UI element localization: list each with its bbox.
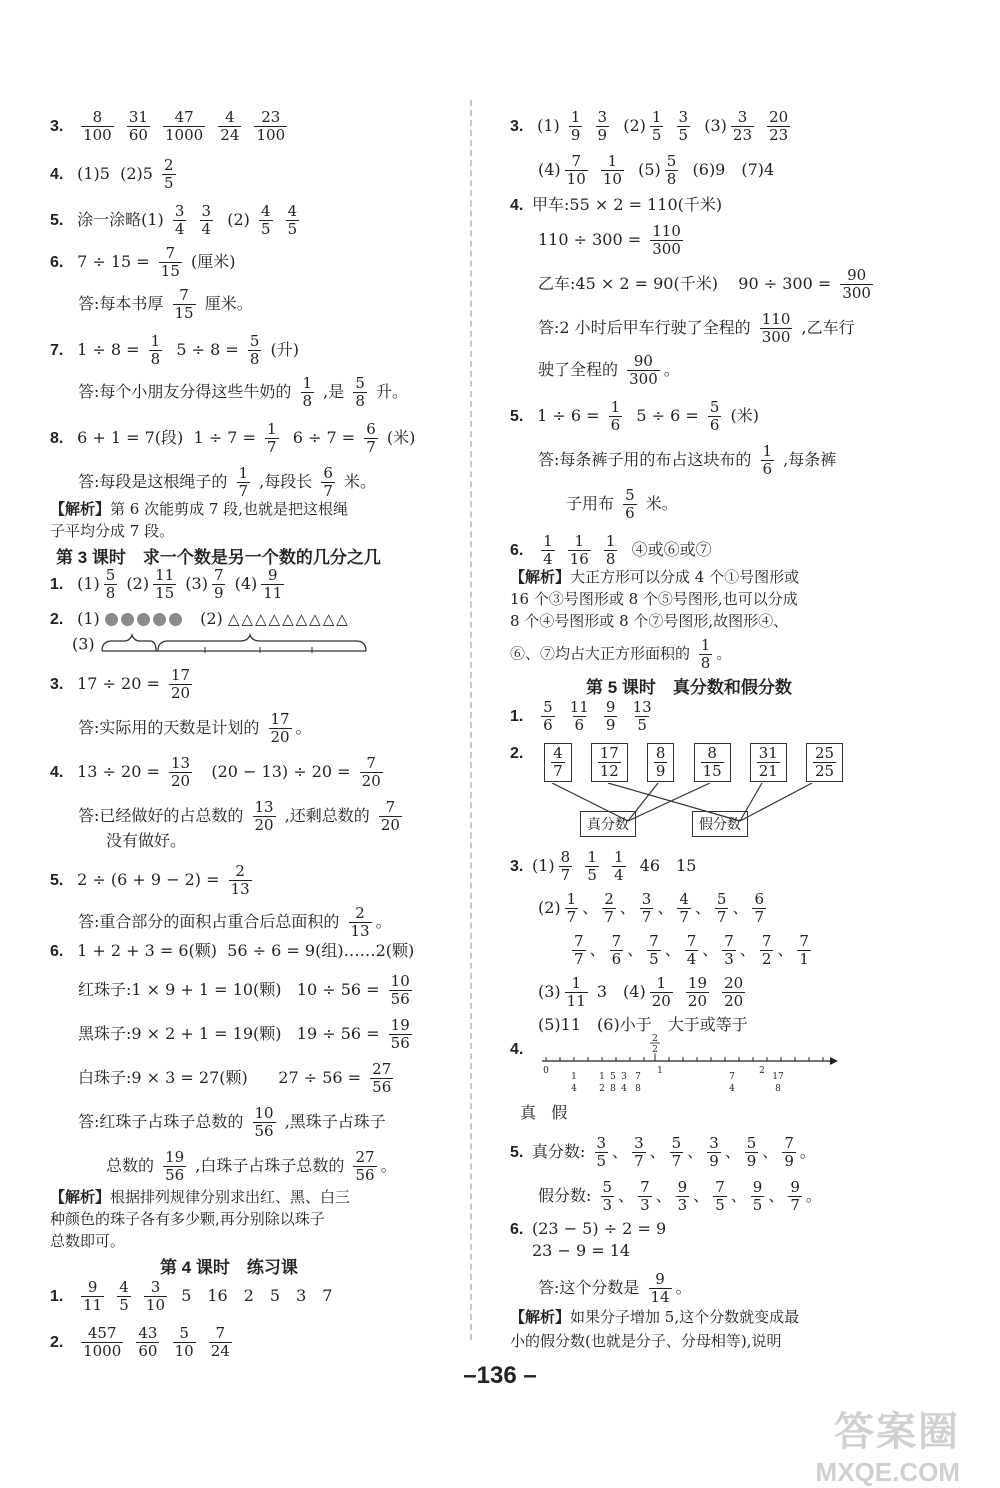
watermark-logo: 答案圈 MXQE.COM	[815, 1410, 960, 1487]
fraction: $\frac{110}{300}$	[652, 222, 681, 258]
fraction: $\frac{13}{20}$	[170, 754, 191, 790]
fraction: $\frac{27}{56}$	[372, 1060, 392, 1096]
fraction: $\frac{5}{9}$	[746, 1134, 757, 1170]
s3-q5: 5. 2 ÷ (6 + 9 − 2) = $\frac{2}{13}$	[50, 862, 250, 898]
s3-q3: 3. 17 ÷ 20 = $\frac{17}{20}$	[50, 666, 191, 702]
s5-q6: 6. (23 − 5) ÷ 2 = 9	[510, 1219, 667, 1238]
fraction: $\frac{5}{8}$	[355, 374, 365, 410]
svg-text:1: 1	[571, 1072, 577, 1082]
fraction: $\frac{10}{56}$	[390, 972, 410, 1008]
grey-circle-icon	[105, 609, 185, 628]
s3-q6-red: 红珠子:1 × 9 + 1 = 10(颗) 10 ÷ 56 = $\frac{10}{56}$	[78, 972, 410, 1008]
fraction: $\frac{3}{7}$	[641, 890, 652, 926]
fraction: $\frac{20}{23}$	[769, 108, 789, 144]
true-fraction-label: 真分数	[580, 811, 636, 837]
fraction: $\frac{2}{5}$	[164, 156, 174, 192]
analysis-1: 【解析】第 6 次能剪成 7 段,也就是把这根绳	[50, 500, 348, 518]
section-3-title: 第 3 课时 求一个数是另一个数的几分之几	[56, 548, 381, 567]
s3-q4-answer: 答:已经做好的占总数的 $\frac{13}{20}$ ,还剩总数的 $\frac{7}{20}$	[78, 798, 400, 834]
fraction: $\frac{7}{5}$	[649, 932, 659, 968]
fraction: $\frac{6}{7}$	[754, 890, 765, 926]
fraction: $\frac{4}{7}$	[553, 744, 563, 780]
svg-text:8: 8	[635, 1084, 641, 1094]
fraction: $\frac{1}{10}$	[602, 152, 622, 188]
fraction: $\frac{6}{7}$	[323, 464, 333, 500]
left-q6: 6. 7 ÷ 15 = $\frac{7}{15}$ (厘米)	[50, 244, 236, 280]
s5-q4-labels: 真 假	[520, 1103, 568, 1122]
fraction: $\frac{1}{11}$	[566, 974, 586, 1010]
s3-q4: 4. 13 ÷ 20 = $\frac{13}{20}$ (20 − 13) ÷ 20 = $\frac{7}{20}$	[50, 754, 381, 790]
analysis-1-line2: 子平均分成 7 段。	[50, 522, 175, 540]
fraction: $\frac{19}{56}$	[390, 1016, 410, 1052]
section-5-title: 第 5 课时 真分数和假分数	[586, 678, 792, 697]
fraction: $\frac{4}{5}$	[287, 202, 298, 238]
right-q4-line3: 乙车:45 × 2 = 90(千米) 90 ÷ 300 = $\frac{90}{300}$	[538, 266, 871, 302]
fraction: $\frac{1}{7}$	[266, 420, 277, 456]
number-line-diagram	[540, 1031, 840, 1105]
fraction: $\frac{17}{20}$	[270, 710, 290, 746]
fraction: $\frac{19}{20}$	[687, 974, 707, 1010]
svg-text:3: 3	[621, 1072, 627, 1082]
left-q8-answer: 答:每段是这根绳子的 $\frac{1}{7}$ ,每段长 $\frac{6}{7}$ 米。	[78, 464, 376, 500]
fraction: $\frac{43}{60}$	[138, 1324, 158, 1360]
left-q8: 8. 6 + 1 = 7(段) 1 ÷ 7 = $\frac{1}{7}$ 6 ÷ 7 = $\frac{6}{7}$ (米)	[50, 420, 416, 456]
s3-q4-answer-line2: 没有做好。	[106, 831, 187, 850]
svg-text:17: 17	[772, 1072, 784, 1082]
fraction: $\frac{17}{12}$	[599, 744, 619, 780]
analysis-4-line2: 小的假分数(也就是分子、分母相等),说明	[510, 1332, 782, 1350]
fraction: $\frac{31}{60}$	[128, 108, 148, 144]
fraction: $\frac{3}{9}$	[709, 1134, 719, 1170]
fraction: $\frac{1}{4}$	[613, 848, 624, 884]
fraction: $\frac{8}{15}$	[702, 744, 722, 780]
fraction: $\frac{5}{8}$	[249, 332, 260, 368]
fraction: $\frac{1}{7}$	[238, 464, 249, 500]
fraction: $\frac{1}{5}$	[651, 108, 662, 144]
section-4-title: 第 4 课时 练习课	[160, 1258, 298, 1277]
s5-q1: 1. $\frac{5}{6}$ $\frac{11}{6}$ $\frac{9}{9}$ $\frac{13}{5}$	[510, 698, 652, 734]
svg-text:7: 7	[635, 1072, 641, 1082]
fraction: $\frac{4}{7}$	[679, 890, 689, 926]
right-q3-line2: (4) $\frac{7}{10}$ $\frac{1}{10}$ (5) $\frac{5}{8}$ (6)9 (7)4	[538, 152, 775, 188]
fraction: $\frac{25}{25}$	[814, 744, 835, 780]
svg-text:0: 0	[543, 1066, 549, 1076]
left-q3: 3. $\frac{8}{100}$ $\frac{31}{60}$ $\frac{47}{1000}$ $\frac{4}{24}$ $\frac{23}{100}$	[50, 108, 286, 144]
svg-text:2: 2	[759, 1066, 765, 1076]
s4-q1: 1. $\frac{9}{11}$ $\frac{4}{5}$ $\frac{3}{10}$ 5 16 2 5 3 7	[50, 1278, 333, 1314]
s3-q5-answer: 答:重合部分的面积占重合后总面积的 $\frac{2}{13}$ 。	[78, 904, 392, 940]
s5-q3-line4: (3) $\frac{1}{11}$ 3 (4) $\frac{1}{20}$ $\frac{19}{20}$ $\frac{20}{20}$	[538, 974, 744, 1010]
svg-text:5: 5	[610, 1072, 616, 1082]
fraction-box	[591, 743, 628, 782]
s5-q4: 4.	[510, 1041, 524, 1058]
right-q5-answer: 答:每条裤子用的布占这块布的 $\frac{1}{6}$ ,每条裤	[538, 442, 837, 478]
fraction: $\frac{8}{7}$	[560, 848, 571, 884]
fraction: $\frac{7}{20}$	[380, 798, 400, 834]
fraction: $\frac{9}{3}$	[677, 1178, 688, 1214]
s5-q6-answer: 答:这个分数是 $\frac{9}{14}$ 。	[538, 1270, 692, 1306]
s5-q3: 3. (1) $\frac{8}{7}$ $\frac{1}{5}$ $\frac{1}{4}$ 46 15	[510, 848, 697, 884]
fraction: $\frac{9}{9}$	[605, 698, 616, 734]
s5-q2: 2. $\frac{4}{7}$ $\frac{17}{12}$ $\frac{8}{9}$ $\frac{8}{15}$ $\frac{31}{21}$ $\frac{25}{25}$	[510, 743, 850, 782]
right-q4: 4. 甲车:55 × 2 = 110(千米)	[510, 195, 723, 214]
analysis-2-line2: 种颜色的珠子各有多少颗,再分别除以珠子	[50, 1210, 325, 1228]
fraction: $\frac{7}{2}$	[761, 932, 772, 968]
fraction: $\frac{7}{3}$	[640, 1178, 650, 1214]
fraction: $\frac{3}{4}$	[174, 202, 185, 238]
fraction: $\frac{20}{20}$	[724, 974, 744, 1010]
triangle-icon: △ △ △ △ △ △ △ △ △	[227, 610, 348, 628]
fraction: $\frac{9}{11}$	[263, 566, 283, 602]
fraction: $\frac{457}{1000}$	[83, 1324, 122, 1360]
analysis-3: 【解析】大正方形可以分成 4 个①号图形或	[510, 568, 800, 586]
fraction: $\frac{5}{6}$	[543, 698, 553, 734]
fraction: $\frac{7}{7}$	[574, 932, 584, 968]
fraction: $\frac{5}{10}$	[174, 1324, 194, 1360]
fraction: $\frac{9}{5}$	[752, 1178, 763, 1214]
fraction: $\frac{2}{7}$	[604, 890, 614, 926]
right-q3: 3. (1) $\frac{1}{9}$ $\frac{3}{9}$ (2) $\frac{1}{5}$ $\frac{3}{5}$ (3) $\frac{3}{23}$ $\frac{20}{23}$	[510, 108, 789, 144]
fraction: $\frac{5}{6}$	[709, 398, 720, 434]
fraction: $\frac{13}{5}$	[632, 698, 652, 734]
fraction: $\frac{3}{7}$	[634, 1134, 644, 1170]
fraction: $\frac{6}{7}$	[366, 420, 376, 456]
s3-q2: 2. (1) (2) △ △ △ △ △ △ △ △ △	[50, 609, 348, 628]
fraction: $\frac{7}{3}$	[724, 932, 734, 968]
fraction: $\frac{3}{23}$	[732, 108, 753, 144]
s5-q5-line2: 假分数: $\frac{5}{3}$ 、 $\frac{7}{3}$ 、 $\frac{9}{3}$ 、 $\frac{7}{5}$ 、 $\frac{9}{5}$ 、 $\frac{9}{7}$ 。	[538, 1178, 822, 1214]
fraction: $\frac{90}{300}$	[629, 352, 658, 388]
left-q7-answer: 答:每个小朋友分得这些牛奶的 $\frac{1}{8}$ ,是 $\frac{5}{8}$ 升。	[78, 374, 408, 410]
analysis-2-line3: 总数即可。	[50, 1232, 126, 1250]
s5-q3-line5: (5)11 (6)小于 大于或等于	[538, 1015, 748, 1034]
fraction: $\frac{9}{11}$	[83, 1278, 103, 1314]
fraction: $\frac{7}{9}$	[213, 566, 224, 602]
fraction: $\frac{17}{20}$	[170, 666, 191, 702]
fraction: $\frac{1}{6}$	[610, 398, 621, 434]
svg-text:4: 4	[571, 1084, 577, 1094]
fraction-box	[750, 743, 787, 782]
s3-q6-answer: 答:红珠子占珠子总数的 $\frac{10}{56}$ ,黑珠子占珠子	[78, 1104, 386, 1140]
analysis-3-line4: ⑥、⑦均占大正方形面积的 $\frac{1}{8}$ 。	[510, 636, 732, 672]
right-q4-answer-line2: 驶了全程的 $\frac{90}{300}$ 。	[538, 352, 680, 388]
s3-q6-black: 黑珠子:9 × 2 + 1 = 19(颗) 19 ÷ 56 = $\frac{19}{56}$	[78, 1016, 410, 1052]
fraction: $\frac{13}{20}$	[254, 798, 274, 834]
fraction-box	[694, 743, 731, 782]
s5-q3-line2: (2) $\frac{1}{7}$ 、 $\frac{2}{7}$ 、 $\frac{3}{7}$ 、 $\frac{4}{7}$ 、 $\frac{5}{7}$ 、 $\frac{6}{7}$	[538, 890, 765, 926]
fraction: $\frac{1}{8}$	[302, 374, 313, 410]
s3-q6: 6. 1 + 2 + 3 = 6(颗) 56 ÷ 6 = 9(组)……2(颗)	[50, 941, 415, 960]
fraction: $\frac{1}{7}$	[566, 890, 577, 926]
fraction: $\frac{1}{5}$	[587, 848, 597, 884]
fraction: $\frac{7}{9}$	[784, 1134, 794, 1170]
fraction: $\frac{1}{16}$	[569, 532, 589, 568]
fraction: $\frac{19}{56}$	[165, 1148, 185, 1184]
fraction: $\frac{7}{24}$	[210, 1324, 230, 1360]
s5-q6-line2: 23 − 9 = 14	[532, 1241, 631, 1260]
fraction: $\frac{8}{9}$	[655, 744, 666, 780]
svg-text:4: 4	[729, 1084, 735, 1094]
svg-text:7: 7	[729, 1072, 735, 1082]
fraction: $\frac{5}{7}$	[671, 1134, 682, 1170]
svg-text:8: 8	[775, 1084, 781, 1094]
fraction: $\frac{4}{24}$	[220, 108, 240, 144]
fraction: $\frac{3}{9}$	[597, 108, 608, 144]
fraction: $\frac{5}{8}$	[105, 566, 116, 602]
fraction: $\frac{47}{1000}$	[165, 108, 204, 144]
analysis-4: 【解析】如果分子增加 5,这个分数就变成最	[510, 1308, 800, 1326]
fraction: $\frac{7}{20}$	[361, 754, 381, 790]
fraction: $\frac{3}{5}$	[678, 108, 689, 144]
right-q4-answer: 答:2 小时后甲车行驶了全程的 $\frac{110}{300}$ ,乙车行	[538, 310, 855, 346]
fraction: $\frac{7}{15}$	[160, 244, 180, 280]
false-fraction-label: 假分数	[692, 811, 748, 837]
fraction: $\frac{7}{6}$	[611, 932, 622, 968]
fraction: $\frac{10}{56}$	[254, 1104, 274, 1140]
fraction: $\frac{1}{8}$	[605, 532, 616, 568]
column-divider	[470, 100, 472, 1340]
right-q5: 5. 1 ÷ 6 = $\frac{1}{6}$ 5 ÷ 6 = $\frac{5}{6}$ (米)	[510, 398, 760, 434]
fraction: $\frac{2}{13}$	[230, 862, 250, 898]
svg-text:2: 2	[599, 1084, 605, 1094]
s4-q2: 2. $\frac{457}{1000}$ $\frac{43}{60}$ $\frac{5}{10}$ $\frac{7}{24}$	[50, 1324, 230, 1360]
svg-text:1: 1	[599, 1072, 605, 1082]
svg-text:8: 8	[610, 1084, 616, 1094]
s3-q6-answer-line2: 总数的 $\frac{19}{56}$ ,白珠子占珠子总数的 $\frac{27}{56}$ 。	[106, 1148, 397, 1184]
fraction: $\frac{4}{5}$	[260, 202, 271, 238]
fraction: $\frac{3}{5}$	[596, 1134, 607, 1170]
fraction: $\frac{1}{8}$	[150, 332, 161, 368]
right-q6: 6. $\frac{1}{4}$ $\frac{1}{16}$ $\frac{1}{8}$ ④或⑥或⑦	[510, 532, 712, 568]
analysis-3-line2: 16 个③号图形或 8 个⑤号图形,也可以分成	[510, 590, 798, 608]
analysis-2: 【解析】根据排列规律分别求出红、黑、白三	[50, 1188, 351, 1206]
s3-q1: 1. (1) $\frac{5}{8}$ (2) $\frac{11}{15}$ (3) $\frac{7}{9}$ (4) $\frac{9}{11}$	[50, 566, 283, 602]
s3-q2-part3: (3)	[50, 633, 370, 657]
fraction: $\frac{1}{20}$	[651, 974, 671, 1010]
fraction: $\frac{1}{9}$	[570, 108, 581, 144]
fraction: $\frac{5}{8}$	[666, 152, 677, 188]
fraction: $\frac{3}{10}$	[145, 1278, 166, 1314]
fraction: $\frac{90}{300}$	[842, 266, 871, 302]
fraction: $\frac{7}{1}$	[799, 932, 809, 968]
left-q6-answer: 答:每本书厚 $\frac{7}{15}$ 厘米。	[78, 286, 253, 322]
matching-lines	[530, 783, 830, 843]
fraction-box	[647, 743, 675, 782]
right-q5-answer-line2: 子用布 $\frac{5}{6}$ 米。	[566, 486, 678, 522]
svg-text:4: 4	[621, 1084, 627, 1094]
left-q7: 7. 1 ÷ 8 = $\frac{1}{8}$ 5 ÷ 8 = $\frac{5}{8}$ (升)	[50, 332, 300, 368]
analysis-3-line3: 8 个④号图形或 8 个⑦号图形,故图形④、	[510, 612, 789, 630]
fraction: $\frac{110}{300}$	[761, 310, 791, 346]
s5-q3-line3: $\frac{7}{7}$ 、 $\frac{7}{6}$ 、 $\frac{7}{5}$ 、 $\frac{7}{4}$ 、 $\frac{7}{3}$ 、 $\frac{7}{2}$ 、 $\frac{7}{1}$	[574, 932, 809, 968]
fraction: $\frac{7}{4}$	[686, 932, 697, 968]
fraction: $\frac{9}{7}$	[790, 1178, 800, 1214]
fraction: $\frac{11}{6}$	[569, 698, 589, 734]
fraction: $\frac{7}{5}$	[715, 1178, 725, 1214]
fraction: $\frac{5}{7}$	[716, 890, 727, 926]
fraction: $\frac{4}{5}$	[119, 1278, 129, 1314]
left-q4: 4. (1)5 (2)5 $\frac{2}{5}$	[50, 156, 174, 192]
fraction: $\frac{5}{3}$	[602, 1178, 613, 1214]
svg-text:2: 2	[652, 1045, 658, 1055]
fraction: $\frac{1}{6}$	[762, 442, 773, 478]
fraction: $\frac{8}{100}$	[83, 108, 112, 144]
fraction: $\frac{7}{10}$	[566, 152, 586, 188]
fraction: $\frac{31}{21}$	[758, 744, 778, 780]
fraction: $\frac{5}{6}$	[625, 486, 635, 522]
fraction: $\frac{1}{4}$	[543, 532, 553, 568]
fraction-box	[544, 743, 572, 782]
left-q5: 5. 涂一涂略(1) $\frac{3}{4}$ $\frac{3}{4}$ (2) $\frac{4}{5}$ $\frac{4}{5}$	[50, 202, 298, 238]
right-q4-line2: 110 ÷ 300 = $\frac{110}{300}$	[538, 222, 681, 258]
s3-q6-white: 白珠子:9 × 3 = 27(颗) 27 ÷ 56 = $\frac{27}{56}$	[78, 1060, 392, 1096]
s3-q3-answer: 答:实际用的天数是计划的 $\frac{17}{20}$ 。	[78, 710, 312, 746]
svg-text:2: 2	[652, 1034, 658, 1044]
page-number: –136 –	[463, 1362, 537, 1389]
fraction-box	[806, 743, 843, 782]
brace-segment-diagram	[100, 633, 370, 657]
fraction: $\frac{2}{13}$	[350, 904, 370, 940]
fraction: $\frac{23}{100}$	[256, 108, 286, 144]
s5-q5: 5. 真分数: $\frac{3}{5}$ 、 $\frac{3}{7}$ 、 $\frac{5}{7}$ 、 $\frac{3}{9}$ 、 $\frac{5}{9}$ 、 $\frac{7}{9}$ 。	[510, 1134, 816, 1170]
fraction: $\frac{27}{56}$	[355, 1148, 375, 1184]
fraction: $\frac{9}{14}$	[650, 1270, 670, 1306]
fraction: $\frac{11}{15}$	[155, 566, 175, 602]
fraction: $\frac{1}{8}$	[700, 636, 711, 672]
svg-text:1: 1	[657, 1066, 663, 1076]
fraction: $\frac{3}{4}$	[201, 202, 212, 238]
fraction: $\frac{7}{15}$	[174, 286, 194, 322]
